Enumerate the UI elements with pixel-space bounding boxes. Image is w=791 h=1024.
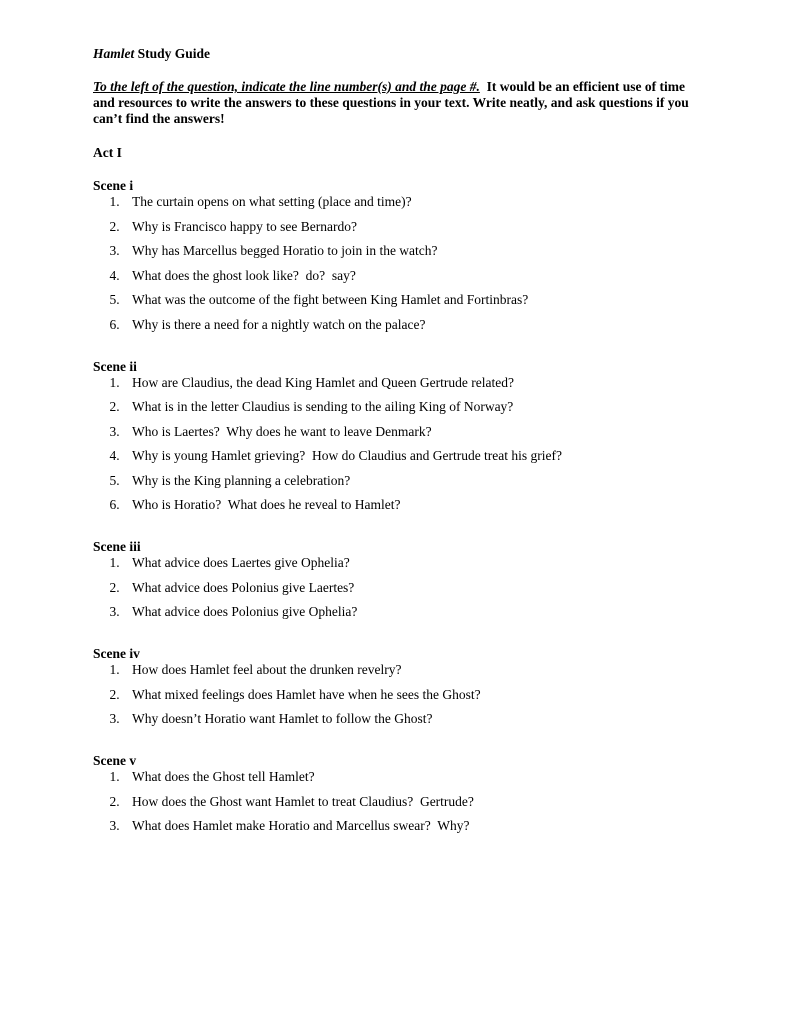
scene-heading: Scene v bbox=[93, 753, 137, 768]
scene-section bbox=[93, 178, 693, 333]
scene-heading: Scene iii bbox=[93, 539, 141, 554]
question-list bbox=[93, 194, 693, 333]
question-item: 6. Who is Horatio? What does he reveal to Hamlet? bbox=[123, 497, 693, 513]
question-item: 4. Why is young Hamlet grieving? How do Claudius and Gertrude treat his grief? bbox=[123, 448, 693, 464]
question-item: 4. What does the ghost look like? do? say? bbox=[123, 268, 693, 284]
question-item: 3. Why has Marcellus begged Horatio to join in the watch? bbox=[123, 243, 693, 259]
question-item: 1. How are Claudius, the dead King Hamlet and Queen Gertrude related? bbox=[123, 375, 693, 391]
question-item: 1. What does the Ghost tell Hamlet? bbox=[123, 769, 693, 785]
question-item: 2. Why is Francisco happy to see Bernardo? bbox=[123, 219, 693, 235]
document-title bbox=[93, 46, 693, 62]
scene-section bbox=[93, 646, 693, 727]
question-item: 3. What does Hamlet make Horatio and Marcellus swear? Why? bbox=[123, 818, 693, 834]
question-item: 6. Why is there a need for a nightly watch on the palace? bbox=[123, 317, 693, 333]
question-list bbox=[93, 662, 693, 727]
scene-section bbox=[93, 539, 693, 620]
scenes-container bbox=[93, 178, 693, 834]
scene-section bbox=[93, 753, 693, 834]
instructions-underlined-part: To the left of the question, indicate the line number(s) and the page #. bbox=[93, 79, 480, 94]
question-item: 2. What is in the letter Claudius is sending to the ailing King of Norway? bbox=[123, 399, 693, 415]
question-item: 3. What advice does Polonius give Ophelia? bbox=[123, 604, 693, 620]
question-item: 1. How does Hamlet feel about the drunken revelry? bbox=[123, 662, 693, 678]
question-item: 3. Who is Laertes? Why does he want to leave Denmark? bbox=[123, 424, 693, 440]
scene-heading: Scene i bbox=[93, 178, 134, 193]
scene-heading: Scene ii bbox=[93, 358, 137, 374]
scene-section bbox=[93, 359, 693, 514]
question-item: 5. What was the outcome of the fight between King Hamlet and Fortinbras? bbox=[123, 292, 693, 308]
question-item: 3. Why doesn’t Horatio want Hamlet to follow the Ghost? bbox=[123, 711, 693, 727]
question-item: 2. What advice does Polonius give Laertes? bbox=[123, 580, 693, 596]
question-item: 5. Why is the King planning a celebration? bbox=[123, 473, 693, 489]
instructions-rest: It would be an efficient use of time and resources to write the answers to these questions in your text. Write neatly, and ask questions if you can’t find the answers! bbox=[93, 79, 693, 126]
question-item: 2. How does the Ghost want Hamlet to treat Claudius? Gertrude? bbox=[123, 794, 693, 810]
question-item: 1. What advice does Laertes give Ophelia? bbox=[123, 555, 693, 571]
question-list bbox=[93, 555, 693, 620]
question-list bbox=[93, 769, 693, 834]
instructions-paragraph bbox=[93, 79, 693, 127]
question-list bbox=[93, 375, 693, 514]
question-item: 2. What mixed feelings does Hamlet have when he sees the Ghost? bbox=[123, 687, 693, 703]
document-title-rest: Study Guide bbox=[134, 46, 211, 61]
act-heading: Act I bbox=[93, 145, 122, 160]
question-item: 1. The curtain opens on what setting (place and time)? bbox=[123, 194, 693, 210]
scene-heading: Scene iv bbox=[93, 646, 140, 661]
document-title-italic-part: Hamlet bbox=[93, 46, 135, 61]
